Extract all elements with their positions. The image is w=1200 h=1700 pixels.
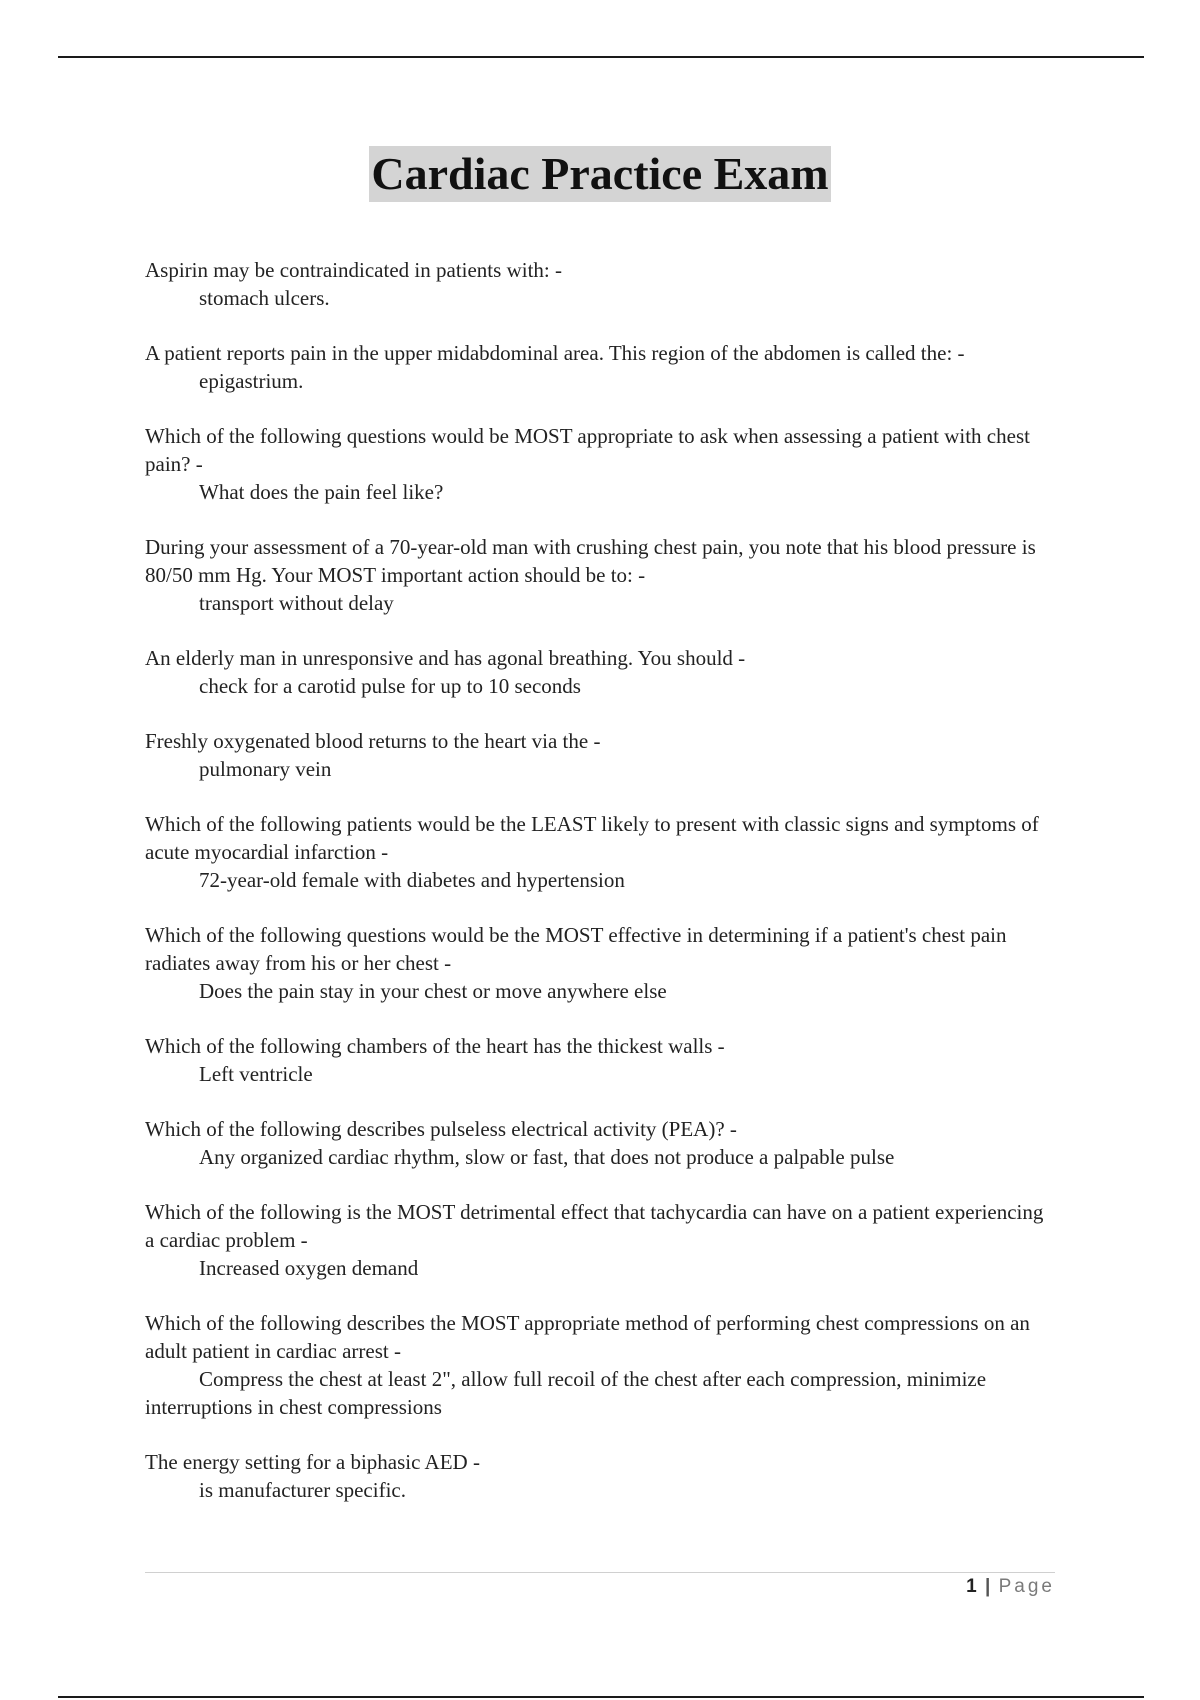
question: The energy setting for a biphasic AED - [145, 1450, 480, 1474]
answer: Compress the chest at least 2", allow full recoil of the chest after each compression, minimize interruptions in chest compressions [145, 1367, 987, 1419]
bottom-rule [58, 1696, 1144, 1698]
qa-item [145, 727, 1050, 783]
page-footer [966, 1576, 1055, 1598]
qa-item [145, 1115, 1050, 1171]
answer: stomach ulcers. [199, 286, 330, 310]
question: Which of the following is the MOST detrimental effect that tachycardia can have on a patient experiencing a cardiac problem - [145, 1200, 1044, 1252]
answer: Increased oxygen demand [199, 1256, 419, 1280]
header-rule [58, 56, 1144, 58]
answer: epigastrium. [199, 369, 304, 393]
question: During your assessment of a 70-year-old man with crushing chest pain, you note that his blood pressure is 80/50 mm Hg. Your MOST important action should be to: - [145, 535, 1036, 587]
answer: Left ventricle [199, 1062, 313, 1086]
answer: 72-year-old female with diabetes and hypertension [199, 868, 625, 892]
answer: What does the pain feel like? [199, 480, 444, 504]
answer: pulmonary vein [199, 757, 332, 781]
question: A patient reports pain in the upper midabdominal area. This region of the abdomen is called the: - [145, 341, 965, 365]
answer: check for a carotid pulse for up to 10 seconds [199, 674, 581, 698]
answer: Any organized cardiac rhythm, slow or fast, that does not produce a palpable pulse [199, 1145, 895, 1169]
footer-rule [145, 1572, 1055, 1573]
answer: Does the pain stay in your chest or move anywhere else [199, 979, 667, 1003]
page-title: Cardiac Practice Exam [369, 146, 830, 202]
question: Which of the following questions would be the MOST effective in determining if a patient's chest pain radiates away from his or her chest - [145, 923, 1007, 975]
qa-item [145, 1198, 1050, 1282]
question: Which of the following questions would be MOST appropriate to ask when assessing a patient with chest pain? - [145, 424, 1030, 476]
qa-item [145, 1309, 1050, 1421]
qa-item [145, 921, 1050, 1005]
qa-item [145, 1448, 1050, 1504]
question: Which of the following describes pulseless electrical activity (PEA)? - [145, 1117, 737, 1141]
qa-item [145, 256, 1050, 312]
answer: transport without delay [199, 591, 394, 615]
qa-item [145, 533, 1050, 617]
qa-item [145, 422, 1050, 506]
question: Freshly oxygenated blood returns to the heart via the - [145, 729, 601, 753]
page-number: 1 [966, 1576, 977, 1597]
qa-list [145, 256, 1050, 1531]
qa-item [145, 1032, 1050, 1088]
question: An elderly man in unresponsive and has agonal breathing. You should - [145, 646, 746, 670]
question: Aspirin may be contraindicated in patients with: - [145, 258, 562, 282]
question: Which of the following describes the MOST appropriate method of performing chest compressions on an adult patient in cardiac arrest - [145, 1311, 1030, 1363]
title-container [0, 146, 1200, 202]
footer-separator: | [985, 1576, 991, 1597]
question: Which of the following chambers of the heart has the thickest walls - [145, 1034, 725, 1058]
qa-item [145, 339, 1050, 395]
answer: is manufacturer specific. [199, 1478, 406, 1502]
qa-item [145, 810, 1050, 894]
qa-item [145, 644, 1050, 700]
page-label: Page [998, 1576, 1055, 1597]
question: Which of the following patients would be the LEAST likely to present with classic signs and symptoms of acute myocardial infarction - [145, 812, 1039, 864]
